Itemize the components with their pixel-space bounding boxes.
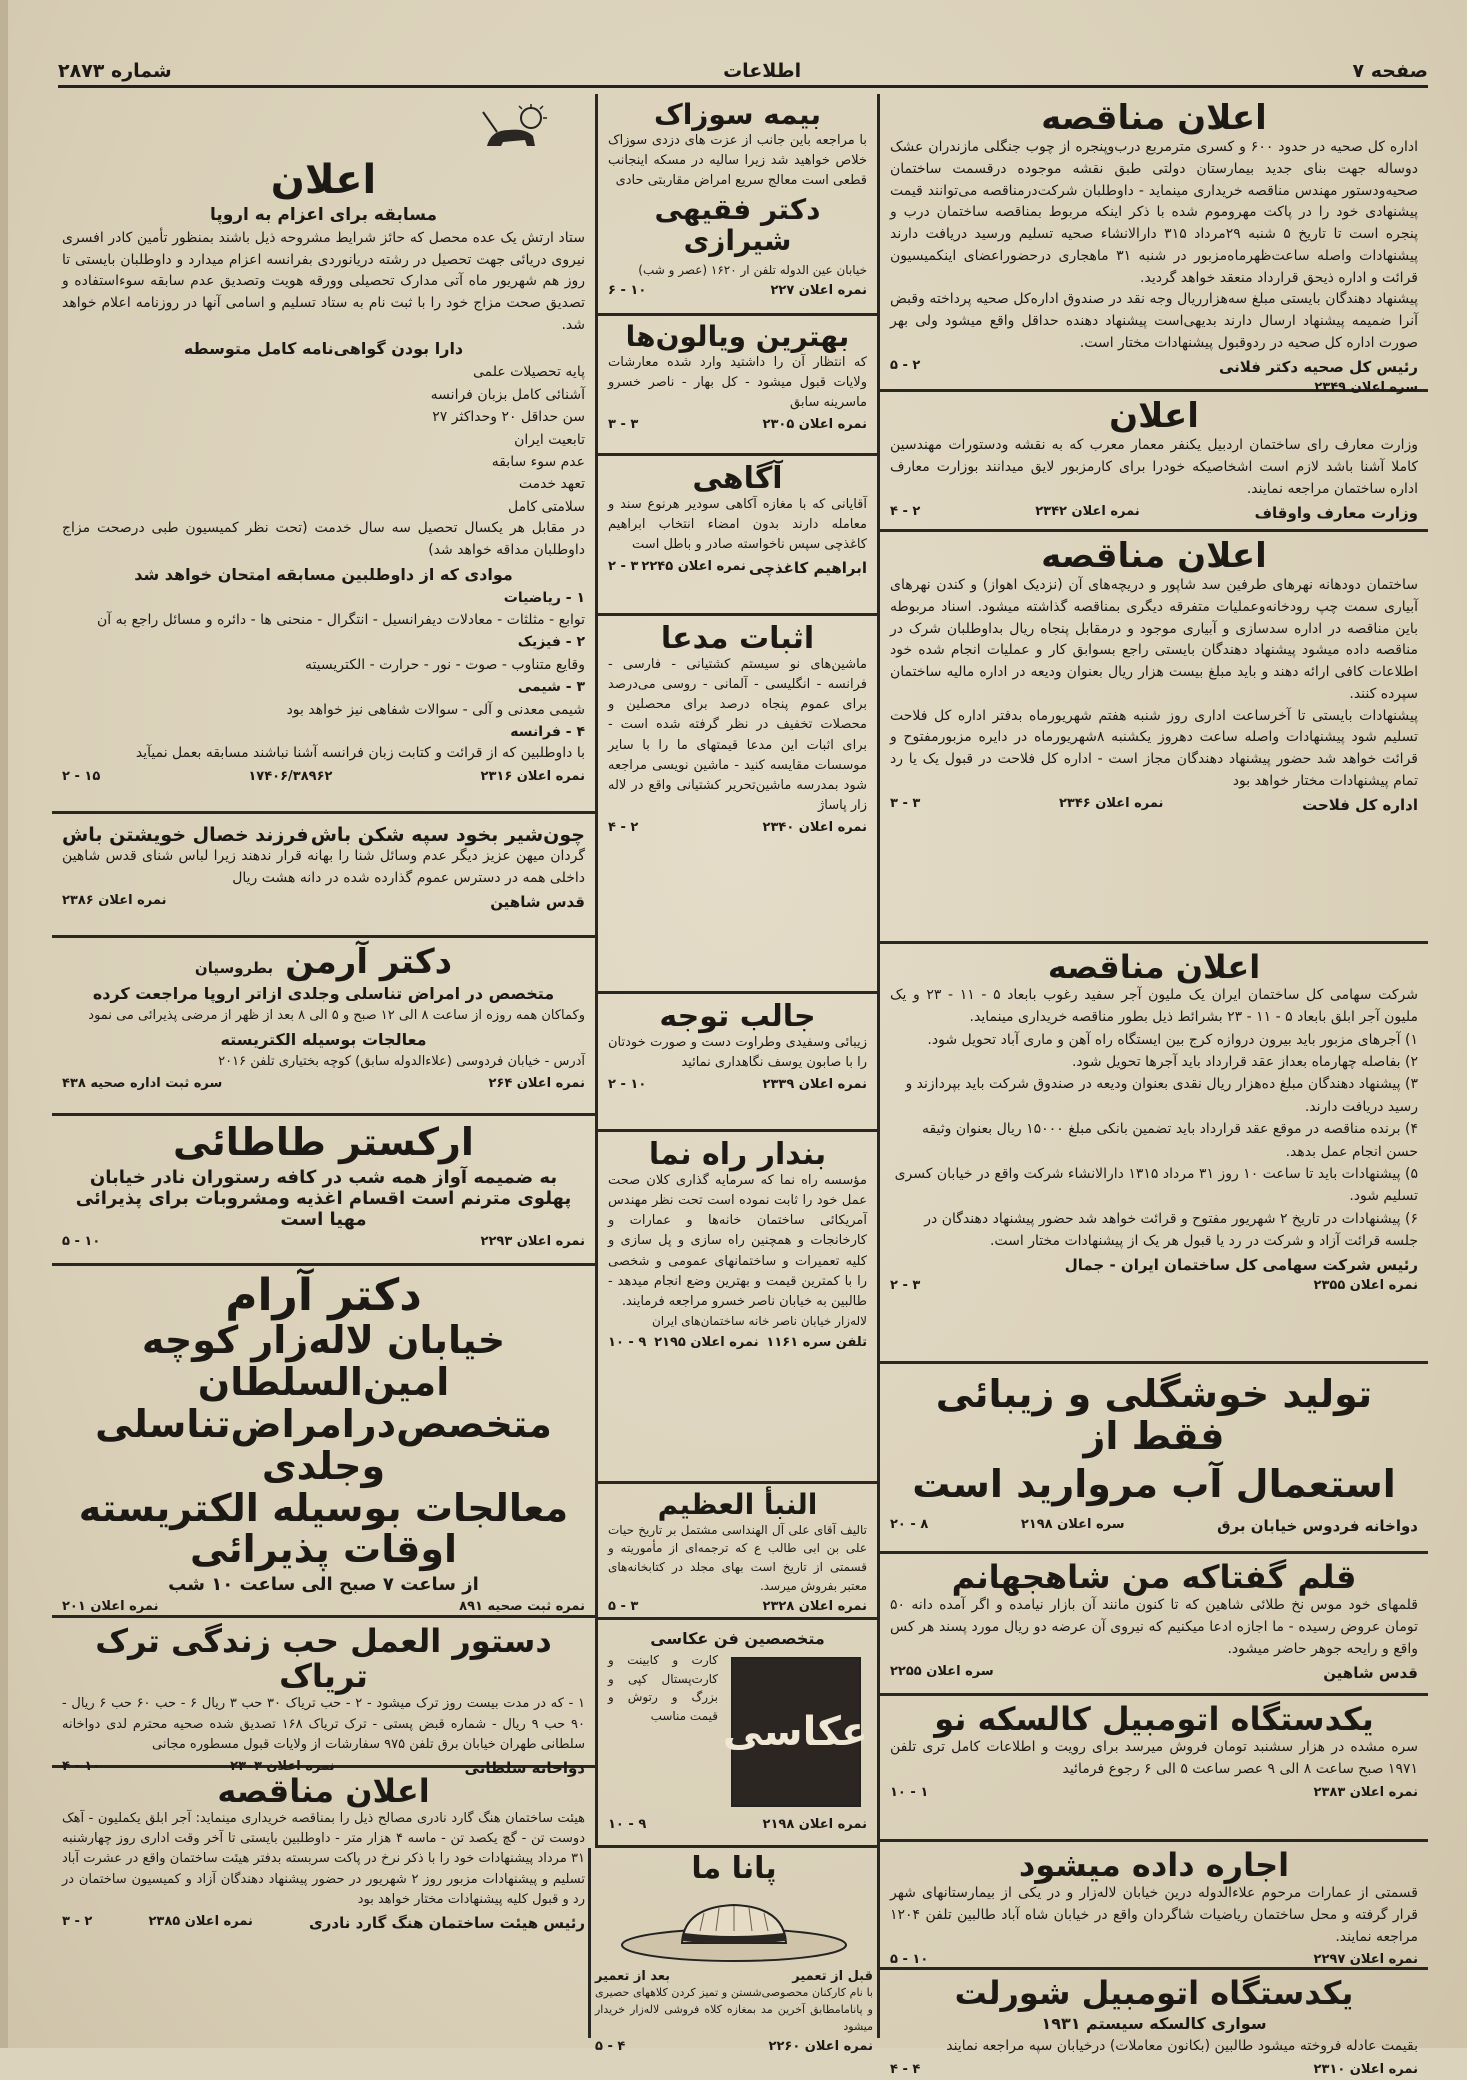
ad-footer: [608, 417, 867, 432]
ad-subject: ۱ - ریاضیات: [503, 589, 585, 606]
ad-item: ۳) پیشنهاد دهندگان مبلغ ده‌هزار ریال نقدی بعنوان ودیعه در صندوق شرکت باید بپردازند و رسید دریافت دارند.: [905, 1076, 1418, 1115]
ad-footer: [608, 1599, 867, 1614]
ad-footer: [890, 2062, 1418, 2077]
ad-serial: نمره اعلان ۲۳۱۰: [1313, 2061, 1418, 2077]
ad-line: متخصص در امراض تناسلی وجلدی ازاتر اروپا مراجعت کرده: [92, 984, 555, 1004]
issue-label: شماره ۲۸۷۳: [58, 60, 172, 82]
ad-exam-title: موادی که از داوطلبین مسابقه امتحان خواهد شد: [134, 564, 513, 584]
ad-issues: ۳ - ۳: [608, 417, 639, 433]
ad-tender-health: [880, 94, 1428, 396]
ad-body: هیئت ساختمان هنگ گارد نادری مصالح ذیل را بمناقصه خریداری مینماید: آجر ابلق یکملیون - آهک دوست تن - گچ یکصد تن - ماسه ۴ هزار متر - داوطلبین بایستی تا آخر وقت اداری روز چهارشنبه ۳۱ مرداد پیشنهادات خود را با ذکر نرخ در پاکت سربسته بدفتر هیئت ساختمان واقع در عشرت آباد تسلیم و پیشنهادات مزبور روز ۲ شهریور در حضور پیشنهاد دهندگان آزاد و کمیسیون ساختمان در رد و قبول کلیه پیشنهادات مختار خواهد بود: [62, 1811, 585, 1907]
ad-attention: [595, 994, 880, 1132]
ad-requirement: تعهد خدمت: [518, 476, 585, 493]
ad-pharmacy: دواخانه سلطانی: [464, 1758, 585, 1777]
before-label: قبل از تعمیر: [792, 1969, 873, 1984]
ad-body: که انتظار آن را داشتید وارد شده معارشات ولایات قبول میشود - کل بهار - ناصر خسرو ماسرینه سابق: [608, 354, 867, 411]
ad-footer: [595, 2039, 873, 2054]
ad-car-chevrolet: [880, 1970, 1428, 2080]
ad-footer-text: لاله‌زار خیابان ناصر خانه ساختمان‌های ایران: [651, 1313, 867, 1328]
ad-body: زیبائی وسفیدی وطراوت دست و صورت خودتان را با صابون یوسف نگاهداری نمائید: [608, 1035, 867, 1071]
ad-footer: [608, 283, 867, 298]
ad-subject: ۴ - فرانسه: [510, 723, 585, 740]
ad-serial: نمره اعلان ۲۳۳۹: [762, 1077, 867, 1093]
ad-orchestra: [52, 1116, 595, 1266]
ad-issues: ۱۰ - ۲: [608, 1077, 647, 1093]
ad-issues: ۹ - ۱۰: [608, 1817, 647, 1832]
ad-serial: نمره اعلان ۲۲۴۵: [641, 559, 746, 575]
ad-body: با مراجعه باین جانب از عزت های دزدی سوزاک خلاص خواهید شد زیرا سالیه در مسکه اینجانب قطعی است معالج سریع امراض مقاربتی حادی: [608, 132, 867, 189]
ad-line: دکتر آرام: [225, 1270, 422, 1321]
ad-serial: نمره اعلان ۲۳۸۶: [62, 893, 167, 909]
ad-shaheen-swimwear: [52, 814, 595, 938]
ad-requirement-title: دارا بودن گواهی‌نامه کامل متوسطه: [183, 339, 464, 359]
ad-title-row: [62, 944, 585, 981]
ad-serial: نمره اعلان ۲۲۶۰: [768, 2039, 873, 2055]
ad-title: یکدستگاه اتومبیل کالسکه نو: [934, 1700, 1374, 1738]
running-head: [58, 58, 1428, 88]
ad-title: دکتر آرمن: [285, 942, 453, 982]
ad-issues: ۹ - ۱۰: [608, 1334, 647, 1350]
ad-footer: [890, 358, 1418, 376]
ad-subject-detail: وقایع متناوب - صوت - نور - حرارت - الکتریسیته: [304, 656, 585, 673]
ad-serial: نمره اعلان ۲۳۸۳: [1313, 1784, 1418, 1800]
ad-serial: نمره اعلان ۲۳۴۲: [1035, 504, 1140, 520]
ad-body: مؤسسه راه نما که سرمایه گذاری کلان صحت عمل خود را ثابت نموده است تحت نظر مهندس آمریکائی ساختمان خانه‌ها و عمارات و کارخانجات و همچنین راه سازی و پل سازی و کلیه تعمیرات و ساختمانهای عمومی و شخصی را با کمترین قیمت و بهترین وضع انجام میدهد - طالبین به خیابان ناصر خسرو مراجعه فرمایند.: [608, 1173, 867, 1309]
paper-name: اطلاعات: [723, 60, 802, 82]
ad-announcement-education: [880, 392, 1428, 532]
page-edge: [0, 0, 8, 2048]
ad-issues: ۱۰ - ۶: [608, 283, 647, 299]
ad-car-carriage: [880, 1696, 1428, 1842]
ad-body: گردان میهن عزیز دیگر عدم وسائل شنا را بهانه قرار ندهند زیرا لباس شنای قدس شاهین داخلی همه در دسترس عموم گذارده شده در دانه هشت ریال: [62, 848, 585, 886]
ad-photo: [595, 1620, 880, 1848]
ad-claim: [595, 616, 880, 994]
after-label: بعد از تعمیر: [595, 1969, 671, 1984]
ad-issues: ۱۰ - ۴: [62, 1758, 101, 1774]
ad-title: قلم گفتاکه من شاهجهانم: [951, 1558, 1357, 1596]
ad-requirement: عدم سوء سابقه: [491, 454, 585, 470]
ad-requirement: آشنائی کامل بزبان فرانسه: [430, 386, 585, 403]
ad-footer-serial: [890, 1278, 1418, 1293]
ad-title: دستور العمل حب زندگی ترک تریاک: [95, 1622, 552, 1696]
ad-footer: [62, 1076, 585, 1091]
ad-hours: از ساعت ۷ صبح الی ساعت ۱۰ شب: [168, 1574, 479, 1596]
ad-brand: قدس شاهین: [490, 893, 585, 912]
ad-body: ساختمان دودهانه نهرهای طرفین سد شاپور و دریچه‌های آن (نزدیک اهواز) و کندن نهرهای آبیاری سمت چپ رودخانه‌وعملیات متفرقه دیگری بمناقصه گذاشته میشود. اسناد مربوطه باین مناقصه در اداره سدسازی و آبیاری موجود و درمقابل پنجاه ریال بداوطلبان شرک در مناقصه داده میشود پیشنهاد دهندگان بایستی راجع بسوابق کار و عملیات انجام شده خود اطلاعات کافی ارائه دهند و باید مبلغ بیست هزار ریال بعنوان ودیعه در اداره مالیه ساختمان سپرده کنند.: [890, 577, 1418, 702]
ad-title: بیمه سوزاک: [654, 98, 821, 131]
ad-requirement: سلامتی کامل: [508, 498, 585, 515]
ad-body: وزارت معارف رای ساختمان اردبیل یکنفر معمار معرب که به نقشه ودستورات مهندسین کاملا آشنا باشد لازم است اشخاصیکه خودرا برای کارمزبور لایق میدانند بوزارت معارف اداره ساختمان مراجعه نمایند.: [890, 437, 1418, 497]
ad-footer: [890, 1952, 1418, 1967]
ad-signature: اداره کل فلاحت: [1302, 796, 1418, 815]
photo-sign-text: عکاسی: [722, 1709, 869, 1755]
ad-navy-competition: [52, 94, 595, 814]
ad-body: اداره کل صحیه در حدود ۶۰۰ و کسری مترمربع درب‌وپنجره از چوب جنگلی مازندران عشک دوساله جهت بنای جدید بیمارستان دولتی طبق نقشه موجوده درقسمت ساختمان صحیه‌ودستور مهندس مناقصه خریداری مینماید - داوطلبان شرکت‌درمناقصه می‌توانند قیمت پیشنهادی خود را در پاکت مهروموم شده با ذکر اینکه مربوط بمناقصه ساختمان درب و پنجره است تا تاریخ ۵ شنبه ۲۹مرداد ۳۱۵ دارالانشاء صحیه تسلیم ورسید دریافت دارند پیشنهادات واصله ساعت‌ظهر‌ماه‌مزبور در شنبه ۳۱ ماهجاری درحضوراعضای اینکمیسیون قرائت و اداره ذیحق قرارداد منعقد خواهد گردید.: [890, 139, 1419, 286]
ad-serial: نمره اعلان ۲۳۰۳: [230, 1758, 335, 1774]
ad-body: سره مشده در هزار سشنبد تومان فروش میرسد برای رویت و اطلاعات کامل تری تلفن ۱۹۷۱ صبح ساعت ۸ الی ۹ عصر ساعت ۵ الی ۶ رجوع فرمائید: [890, 1739, 1418, 1777]
ad-title: اعلان: [1109, 396, 1199, 436]
ad-issues: ۲ - ۵: [890, 358, 921, 374]
ad-serial: نمره اعلان ۲۲۷: [770, 283, 867, 299]
ad-serial: نمره اعلان ۲۲۹۷: [1313, 1952, 1418, 1968]
ad-title: متخصصین فن عکاسی: [650, 1629, 825, 1648]
ad-line: چون‌شیر بخود سپه شکن باش: [310, 824, 585, 846]
ad-footer: [62, 769, 585, 784]
ad-nabaa: [595, 1484, 880, 1620]
ad-pen: [880, 1554, 1428, 1696]
ad-registration: سره ثبت اداره صحیه ۴۳۸: [62, 1075, 223, 1091]
ad-title: پانا ما: [691, 1851, 777, 1886]
ad-serial: نمره اعلان ۲۳۵۵: [1313, 1278, 1418, 1294]
ad-requirement: تابعیت ایران: [514, 431, 585, 448]
ad-footer: [62, 893, 585, 911]
ad-body: وکماکان همه روزه از ساعت ۸ الی ۱۲ صبح و ۵ الی ۸ بعد از ظهر از مرضی پذیرائی می نمود: [88, 1008, 585, 1024]
ad-subject: ۳ - شیمی: [517, 679, 585, 696]
ad-doctor: دکتر فقیهی شیرازی: [654, 193, 821, 258]
ad-serial: نمره اعلان ۲۰۱: [62, 1599, 159, 1615]
ad-body-2: پیشنهاد دهندگان بایستی مبلغ سه‌هزارریال وجه نقد در صندوق اداره‌کل صحیه پرداخته وقبض آنرا ضمیمه پیشنهاد ارسال دارند بدیهی‌است پیشنهاد دهنده حداقل واقع میشود ولی بهر صورت اداره کل صحیه در ردوقبول پیشنهادات مختار است.: [890, 291, 1418, 351]
ad-footer: [890, 1517, 1418, 1535]
ad-line: فرزند خصال خویشتن باش: [62, 824, 309, 846]
ad-title: اعلان مناقصه: [1041, 536, 1267, 576]
ad-footer: [62, 1234, 585, 1249]
ad-body: آقایانی که با مغازه آکاهی سودیر هرنوع سند و معامله دارند بدون امضاء انتخاب ابراهیم کاغذچی سپس ناخواسته صادر و باطل است: [608, 497, 867, 553]
ad-title: اعلان مناقصه: [217, 1772, 430, 1810]
ad-bandar: [595, 1132, 880, 1484]
ad-footer: [62, 1914, 585, 1932]
ad-serial: نمره اعلان ۲۳۰۵: [762, 417, 867, 433]
ad-serial: نمره اعلان ۲۱۹۸: [762, 1817, 867, 1832]
ad-subject: ۲ - فیزیک: [517, 634, 585, 651]
ad-title: اعلان مناقصه: [1041, 98, 1267, 138]
ad-issues: ۴ - ۵: [595, 2039, 626, 2055]
ad-body: قلمهای خود موس نخ طلائی شاهین که تا کنون مانند آن بازار نیامده و اگر آمده دانه ۵۰ تومان عروض رسیده - ما اجازه ادعا میکنیم که نیروی آن عرضه دو ریال مورد پسند هر کس واقع و رایحه جوهر حاضر میشود.: [890, 1597, 1418, 1657]
ad-title: یکدستگاه اتومبیل شورلت: [954, 1974, 1354, 2012]
ad-for-rent: [880, 1842, 1428, 1970]
ad-body: تالیف آقای علی آل الهنداسی مشتمل بر تاریخ حیات علی بن ابی طالب ع که ترجمه‌ای از مأموریته و قسمتی از تاریخ است بهای مجلد در کتابخانه‌های معتبر بفروش میرسد.: [608, 1522, 867, 1593]
ad-body: شرکت سهامی کل ساختمان ایران یک ملیون آجر سفید رغوب بابعاد ۵ - ۱۱ - ۲۳ و یک ملیون آجر ابلق بابعاد ۵ - ۱۱ - ۲۳ بشرائط ذیل بطور مناقصه خریداری مینماید.: [890, 987, 1419, 1025]
ad-pharmacy: دواخانه فردوس خیابان برق: [1217, 1517, 1418, 1536]
ad-issues: ۱۰ - ۵: [62, 1233, 101, 1249]
ad-opium-pills: [52, 1618, 595, 1777]
ad-item: ۲) بفاصله چهارماه بعداز عقد قرارداد باید آجرها تحویل شود.: [1071, 1053, 1418, 1070]
ad-tender-guard: [52, 1768, 595, 2038]
ad-line: متخصص‌درامراض‌تناسلی وجلدی: [95, 1401, 552, 1488]
ad-doctor-armen: [52, 938, 595, 1116]
ad-title: ارکستر طاطائی: [173, 1120, 474, 1164]
ad-insurance: [595, 94, 880, 316]
ad-notice: [595, 456, 880, 616]
ad-item: ۵) پیشنهادات باید تا ساعت ۱۰ روز ۳۱ مرداد ۱۳۱۵ دارالانشاء شرکت واقع در خیابان کسری تسلیم شود.: [894, 1165, 1418, 1205]
ad-serial: نمره اعلان ۲۳۸۵: [148, 1913, 253, 1929]
ad-body: ماشین‌های نو سیستم کشتیانی - فارسی - فرانسه - انگلیسی - آلمانی - روسی می‌درصد برای عموم پنجاه درصد برای محصلین و محصلات تخفیف در نظر گرفته شده است - برای اثبات این مدعا قیمتهای ما را با سایر موسسات مقایسه کنید - ماشین نویسی مراجعه شود بمدرسه ماشین‌تحریر کشتیانی واقع در لاله زار پاساژ: [608, 657, 867, 813]
ad-serial: نمره اعلان ۲۳۴۶: [1058, 796, 1164, 812]
ad-requirement: پایه تحصیلات علمی: [472, 364, 585, 381]
ad-registration: نمره ثبت صحیه ۸۹۱: [459, 1599, 585, 1615]
ad-footer: [890, 1256, 1418, 1274]
ad-serial: سره اعلان ۲۱۹۸: [1020, 1517, 1125, 1533]
ad-line: اوقات پذیرائی: [189, 1527, 458, 1572]
ad-subline: سواری کالسکه سیستم ۱۹۳۱: [1041, 2014, 1267, 2034]
ad-serial: نمره اعلان ۲۱۹۵: [654, 1334, 759, 1350]
ad-couplet: [62, 824, 585, 846]
ad-subtitle: مسابقه برای اعزام به اروپا: [209, 205, 438, 225]
ad-footer: [62, 1599, 585, 1614]
ad-serial: نمره اعلان ۲۳۴۰: [762, 820, 867, 836]
ad-address: آدرس - خیابان فردوسی (علاءالدوله سابق) کوچه بختیاری تلفن ۲۰۱۶: [218, 1053, 585, 1069]
ad-violins: [595, 316, 880, 456]
ad-signature: رئیس هیئت ساختمان هنگ گارد نادری: [309, 1913, 585, 1932]
ad-title: اثبات مدعا: [660, 621, 815, 656]
ad-line: تولید خوشگلی و زیبائی فقط از: [935, 1372, 1373, 1458]
ad-body: با نام کارکنان محصوصی‌شستن و تمیز کردن کلاههای حصیری و پانامامطابق آخرین مد بمغازه کلاه فروشی لاله‌زار خریدار میشود: [595, 1986, 873, 2034]
ad-title: اعلان: [270, 157, 377, 203]
ad-issues: ۱۰ - ۵: [890, 1952, 929, 1968]
ad-tender-dam: [880, 532, 1428, 944]
panama-labels: [595, 1969, 873, 1984]
ad-title: آگاهی: [692, 461, 783, 496]
ad-issues: ۳ - ۲: [608, 559, 639, 575]
ad-requirement: سن حداقل ۲۰ وحداکثر ۲۷: [432, 409, 585, 426]
ad-issues: ۳ - ۳: [890, 796, 921, 812]
ad-footer: [608, 820, 867, 835]
photo-sign-image: [722, 1657, 869, 1807]
ad-issues: ۲ - ۴: [608, 820, 639, 836]
ad-item: ۱) آجرهای مزبور باید بیرون دروازه کرج بین ایستگاه راه آهن و ماری آباد تحویل شود.: [927, 1031, 1418, 1048]
ad-line: معالجات بوسیله الکتریسته: [220, 1029, 427, 1049]
lion-and-sun-emblem: [477, 102, 555, 152]
ad-line: معالجات بوسیله الکتریسته: [78, 1485, 569, 1530]
ad-body: قسمتی از عمارات مرحوم علاءالدوله درین خیابان لاله‌زار و در یکی از بیمارستانهای شهر قرار گرفته و محل ساختمان ریاضیات شاگردان واقع در خیابان شاه آباد طالبین تلفن ۱۲۰۴ مراجعه نمایند.: [890, 1885, 1418, 1945]
ad-issues: ۴ - ۴: [890, 2061, 921, 2077]
ad-subject-detail: توابع - مثلثات - معادلات دیفرانسیل - انتگرال - منحنی ها - دائره و مسائل راجع به آن: [96, 611, 585, 628]
page-label: صفحه ۷: [1352, 60, 1428, 82]
ad-issues: ۲ - ۳: [62, 1913, 93, 1929]
ad-pearl-water: [880, 1364, 1428, 1554]
ad-line: خیابان لاله‌زار کوچه امین‌السلطان: [141, 1318, 506, 1405]
ad-issues: ۱۵ - ۲: [62, 768, 101, 784]
ad-footer: [608, 559, 867, 577]
hat-illustration: [614, 1893, 854, 1965]
ad-footer: [890, 1785, 1418, 1800]
ad-body: به ضمیمه آواز همه شب در کافه رستوران نادر خیابان پهلوی مترنم است اقسام اغذیه ومشروبات برای پذیرائی مهیا است: [75, 1166, 572, 1230]
ad-tender-bricks: [880, 944, 1428, 1364]
ad-issues: ۳ - ۵: [608, 1599, 639, 1615]
ad-address: خیابان عین الدوله تلفن ار ۱۶۲۰ (عصر و شب): [638, 262, 867, 277]
ad-footer: [608, 1335, 867, 1350]
ad-body: بقیمت عادله فروخته میشود طالبین (بکانون معاملات) درخیابان سپه مراجعه نمایند: [946, 2038, 1418, 2055]
ad-body-2: پیشنهادات بایستی تا آخرساعت اداری روز شنبه هفتم شهریورماه بدفتر اداره کل فلاحت تسلیم شود پیشنهادات واصله ساعت دهروز یکشنبه ۸شهریورماه در دایره مزبورمفتوح و قرائت خواهد شد حضور پیشنهاد دهندگان مجاز است - اداره کل فلاحت در قبول یک یا رد تمام پیشنهادات مختار خواهد بود: [890, 707, 1418, 789]
ad-item: ۶) پیشنهادات در تاریخ ۲ شهریور مفتوح و قرائت خواهد شد حضور پیشنهاد دهندگان در جلسه قرائت آزاد و شرکت در رد یا قبول هر یک از پیشنهادات مختار است.: [924, 1210, 1418, 1250]
ad-serial: نمره اعلان ۲۳۲۸: [762, 1599, 867, 1615]
ad-body: ستاد ارتش یک عده محصل که حائز شرایط مشروحه ذیل باشند بمنظور تأمین کادر افسری نیروی دریائی جهت تحصیل در رشته دریانوردی بفرانسه اعزام میدارد و داوطلبان بایستی تا روز هم شهریور ماه آتی مدارک تحصیلی وورقه هویت وتصدیق عدم سابقه سوءاستفاده و تصدیق صحت مزاج خود را با ثبت نام به ستاد تسلیم و اسامی آنها در روزنامه اعلام خواهد شد.: [62, 230, 585, 333]
ad-issues: ۲ - ۴: [890, 504, 921, 520]
ad-signature: رئیس کل صحیه دکتر فلانی: [1218, 358, 1418, 377]
ad-phone: تلفن سره ۱۱۶۱: [766, 1334, 867, 1350]
ad-phone: ۱۷۴۰۶/۳۸۹۶۲: [248, 768, 333, 784]
ad-item: ۴) برنده مناقصه در موقع عقد قرارداد باید تضمین بانکی مبلغ ۱۵۰۰۰ ریال بعنوان وثیقه حسن انجام عمل بدهد.: [921, 1121, 1418, 1160]
ad-issues: ۱ - ۱۰: [890, 1784, 929, 1800]
ad-footer: [890, 504, 1418, 522]
ad-subject-detail: شیمی معدنی و آلی - سوالات شفاهی نیز خواهد بود: [286, 701, 585, 718]
ad-title: بندار راه نما: [648, 1137, 827, 1172]
ad-serial: سره اعلان ۲۳۴۹: [1314, 380, 1418, 396]
ad-photo-row: [608, 1651, 867, 1813]
ad-serial: نمره اعلان ۲۳۱۶: [480, 768, 585, 784]
ad-signature: وزارت معارف واوقاف: [1254, 504, 1418, 523]
ad-serial: سره اعلان ۲۲۵۵: [890, 1664, 994, 1680]
ad-footer: [890, 1664, 1418, 1682]
ad-footer: [608, 1077, 867, 1092]
ad-title: النبأ العظیم: [657, 1488, 818, 1521]
ad-title: اجاره داده میشود: [1018, 1846, 1290, 1884]
ad-panama: [588, 1848, 880, 2055]
ad-doctor-aram: [52, 1266, 595, 1618]
ad-signature: ابراهیم کاغذچی: [748, 559, 867, 578]
ad-title: جالب توجه: [659, 999, 816, 1034]
ad-serial: نمره اعلان ۲۲۹۳: [480, 1233, 585, 1249]
ad-footer: [890, 796, 1418, 814]
ad-title: اعلان مناقصه: [1047, 948, 1261, 986]
ad-issues: ۸ - ۲۰: [890, 1517, 929, 1533]
ad-footer: [608, 1817, 867, 1832]
ad-line: استعمال آب مروارید است: [912, 1461, 1396, 1506]
ad-issues: ۳ - ۲: [890, 1278, 921, 1294]
ad-note: در مقابل هر یکسال تحصیل سه سال خدمت (تحت نظر کمیسیون طبی درصحت مزاج داوطلبان مداقه خواهد شد): [62, 520, 585, 558]
ad-serial: نمره اعلان ۲۶۴: [488, 1075, 585, 1091]
ad-body: کارت و کابینت و کارت‌پستال کپی و بزرگ و رتوش و قیمت مناسب: [608, 1653, 718, 1723]
ad-signature: رئیس شرکت سهامی کل ساختمان ایران - جمال: [1064, 1256, 1418, 1275]
ad-footnote: با داوطلبین که از قرائت و کتابت زبان فرانسه آشنا نباشند مسابقه بعمل نمیآید: [135, 745, 585, 762]
ad-title-suffix: بطروسیان: [194, 959, 274, 977]
ad-title: بهترین ویالون‌ها: [625, 320, 850, 353]
ad-brand: قدس شاهین: [1323, 1664, 1418, 1683]
ad-body: ۱ - که در مدت بیست روز ترک میشود - ۲ - حب تریاک ۳۰ حب ۳ ریال ۶ - حب ۶۰ حب ۶ ریال - ۹۰ حب ۹ ریال - شماره قبض پستی - ترک تریاک ۱۶۸ تصدیق شده صحیه محترم لدی دواخانه سلطانی طهران خیابان برق تلفن ۹۷۵ سفارشات از ولایات قبول مسطوره مجانی: [62, 1696, 586, 1752]
